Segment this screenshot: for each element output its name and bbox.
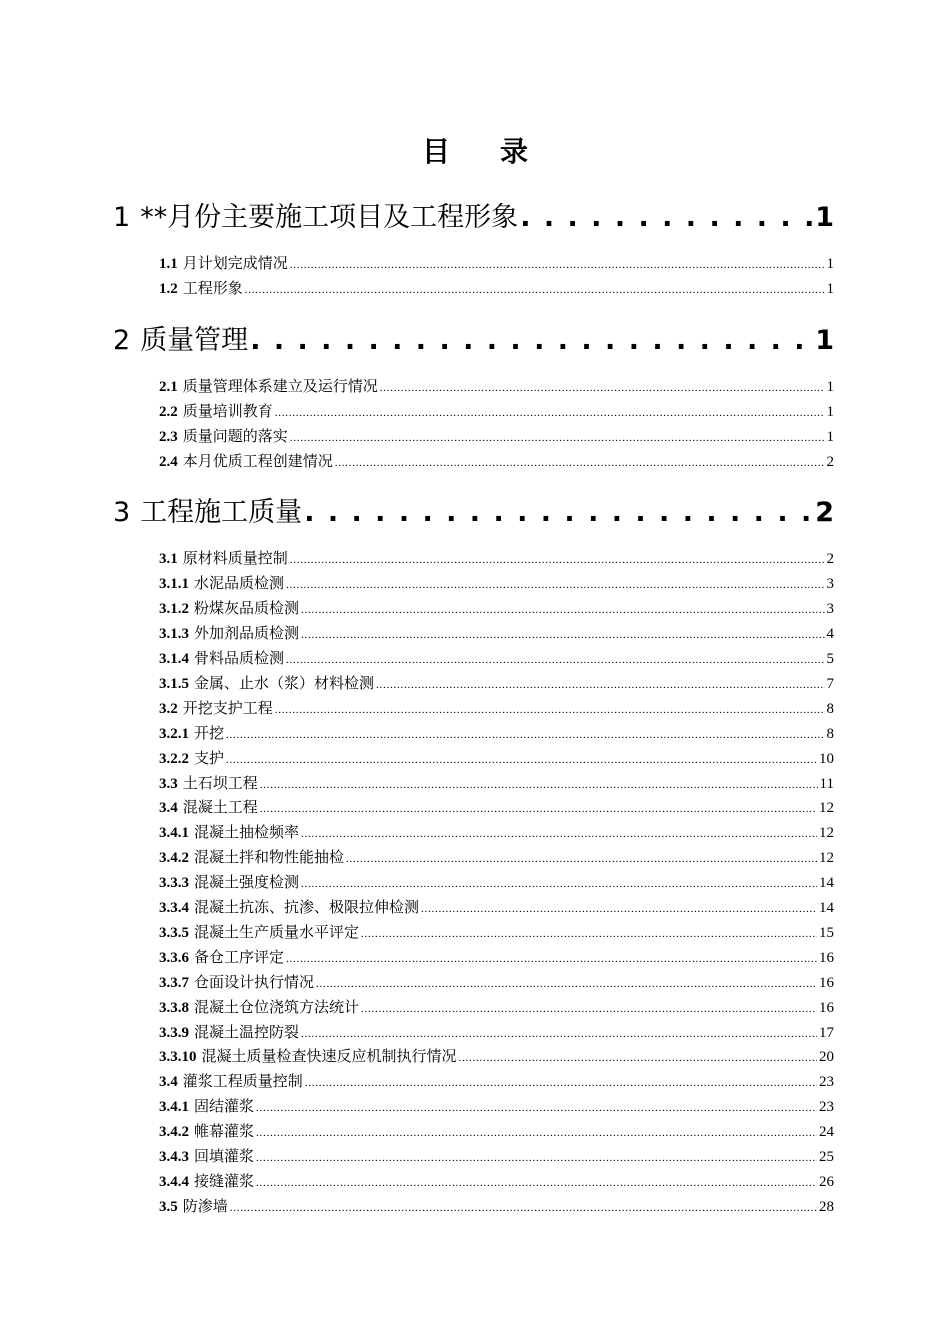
toc-subentry[interactable] (159, 673, 834, 695)
toc-entry-label: 质量培训教育 (182, 403, 273, 420)
toc-entry-label: 混凝土温控防裂 (194, 1024, 300, 1041)
toc-entry-page-number: 2 (826, 551, 834, 568)
toc-entry-page-number: 28 (819, 1198, 834, 1215)
toc-entry-page-number: 1 (826, 403, 834, 420)
toc-entry-number: 3 (113, 497, 131, 529)
toc-entry-page-number: 1 (826, 256, 834, 272)
dot-leader (230, 1197, 817, 1219)
toc-subentry[interactable] (159, 922, 834, 944)
dot-leader (290, 549, 825, 571)
dot-leader (304, 491, 813, 535)
toc-entry-label: 金属、止水（浆）材料检测 (194, 675, 375, 692)
toc-entry-page-number: 25 (819, 1149, 834, 1165)
toc-entry-page-number: 1 (826, 378, 834, 395)
toc-entry-number: 1.2 (159, 280, 178, 297)
toc-subentry[interactable] (159, 573, 834, 595)
toc-entry-number: 3.4.2 (159, 850, 189, 867)
toc-subentry[interactable] (159, 598, 834, 620)
toc-entry-page-number: 23 (819, 1099, 834, 1116)
dot-leader (290, 427, 825, 449)
toc-subentry[interactable] (159, 548, 834, 570)
dot-leader (226, 749, 817, 771)
dot-leader (459, 1047, 817, 1069)
toc-entry-number: 3.1.2 (159, 601, 189, 618)
toc-entry-number: 1 (113, 202, 131, 233)
toc-entry-number: 1.1 (159, 256, 178, 272)
toc-subentry[interactable] (159, 1071, 834, 1093)
toc-entry-number: 3.1 (159, 551, 178, 568)
toc-entry-page-number: 4 (826, 626, 834, 643)
toc-entry-page-number: 12 (819, 800, 834, 817)
dot-leader (361, 998, 817, 1020)
toc-entry-number: 3.1.1 (159, 576, 189, 593)
toc-heading-entry[interactable] (113, 491, 834, 535)
toc-entry-label: 混凝土工程 (182, 800, 258, 817)
dot-leader (301, 823, 817, 845)
toc-entry-number: 3.1.5 (159, 675, 189, 692)
toc-entry-number: 2 (113, 324, 131, 356)
toc-entry-page-number: 26 (819, 1173, 834, 1190)
toc-entry-number: 3.5 (159, 1198, 178, 1215)
toc-entry-number: 2.1 (159, 378, 178, 395)
toc-entry-page-number: 3 (826, 576, 834, 593)
toc-entry-page-number: 17 (819, 1024, 834, 1041)
toc-entry-label: 混凝土强度检测 (194, 875, 300, 892)
toc-subentry[interactable] (159, 1046, 834, 1068)
toc-entry-label: 混凝土质量检查快速反应机制执行情况 (201, 1049, 457, 1066)
toc-subentry[interactable] (159, 773, 834, 795)
toc-entry-page-number: 1 (815, 202, 834, 233)
toc-entry-page-number: 2 (826, 453, 834, 470)
toc-entry-label: 原材料质量控制 (182, 551, 288, 568)
toc-heading-entry[interactable] (113, 196, 834, 240)
toc-subentry[interactable] (159, 997, 834, 1019)
toc-entry-number: 3.4.2 (159, 1124, 189, 1141)
toc-entry-page-number: 23 (819, 1074, 834, 1091)
toc-subentry[interactable] (159, 623, 834, 645)
dot-leader (260, 774, 818, 796)
dot-leader (286, 649, 824, 671)
toc-subentry[interactable] (159, 822, 834, 844)
dot-leader (286, 948, 817, 970)
toc-entry-page-number: 24 (819, 1124, 834, 1141)
toc-entry-page-number: 16 (819, 974, 834, 991)
toc-entry-number: 3.2.1 (159, 725, 189, 742)
toc-entry-number: 3.4.1 (159, 1099, 189, 1116)
toc-subentry[interactable] (159, 872, 834, 894)
dot-leader (260, 798, 817, 820)
toc-entry-label: 粉煤灰品质检测 (194, 601, 300, 618)
toc-entry-page-number: 1 (826, 428, 834, 445)
toc-entry-page-number: 2 (815, 497, 834, 529)
toc-subentry[interactable] (159, 972, 834, 994)
dot-leader (290, 254, 825, 276)
toc-subentry[interactable] (159, 797, 834, 819)
toc-entry-label: 月计划完成情况 (182, 256, 288, 272)
toc-subentry[interactable] (159, 426, 834, 448)
toc-entry-number: 2.4 (159, 453, 178, 470)
toc-entry-page-number: 12 (819, 850, 834, 867)
toc-subentry[interactable] (159, 847, 834, 869)
toc-subentry[interactable] (159, 897, 834, 919)
toc-entry-label: 固结灌浆 (194, 1099, 255, 1116)
toc-entry-page-number: 3 (826, 601, 834, 618)
toc-entry-number: 3.4.4 (159, 1173, 189, 1190)
toc-entry-number: 2.3 (159, 428, 178, 445)
toc-entry-page-number: 1 (815, 324, 834, 356)
toc-heading-entry[interactable] (113, 319, 834, 363)
toc-entry-number: 3.3.6 (159, 949, 189, 966)
toc-subentry[interactable] (159, 278, 834, 300)
dot-leader (301, 873, 817, 895)
dot-leader (275, 402, 825, 424)
dot-leader (256, 1147, 817, 1169)
toc-entry-label: 备仓工序评定 (194, 949, 285, 966)
toc-entry-page-number: 1 (826, 280, 834, 297)
toc-subentry[interactable] (159, 1022, 834, 1044)
toc-subentry[interactable] (159, 1121, 834, 1143)
toc-entry-number: 3.3 (159, 775, 178, 792)
toc-entry-number: 3.3.9 (159, 1024, 189, 1041)
toc-entry-page-number: 16 (819, 999, 834, 1016)
toc-entry-number: 3.4 (159, 800, 178, 817)
toc-entry-label: 混凝土拌和物性能抽检 (194, 850, 345, 867)
toc-entry-label: 混凝土仓位浇筑方法统计 (194, 999, 360, 1016)
toc-subentry[interactable] (159, 253, 834, 275)
toc-entry-number: 3.2.2 (159, 750, 189, 767)
toc-entry-label: 骨料品质检测 (194, 651, 285, 667)
toc-entry-label: 仓面设计执行情况 (194, 974, 315, 991)
toc-entry-page-number: 10 (819, 750, 834, 767)
toc-entry-page-number: 11 (819, 775, 834, 792)
dot-leader (256, 1122, 817, 1144)
dot-leader (305, 1072, 817, 1094)
toc-entry-label: 工程形象 (182, 280, 243, 297)
dot-leader (421, 898, 817, 920)
dot-leader (256, 1097, 817, 1119)
dot-leader (286, 574, 824, 596)
toc-entry-label: 外加剂品质检测 (194, 626, 300, 643)
toc-entry-label: 水泥品质检测 (194, 576, 285, 593)
toc-subentry[interactable] (159, 698, 834, 720)
toc-entry-page-number: 8 (826, 725, 834, 742)
dot-leader (245, 279, 825, 301)
toc-entry-number: 3.3.8 (159, 999, 189, 1016)
toc-subentry[interactable] (159, 1096, 834, 1118)
toc-entry-number: 3.4 (159, 1074, 178, 1091)
toc-entry-label: 质量管理 (140, 324, 249, 356)
dot-leader (275, 699, 825, 721)
dot-leader (301, 599, 824, 621)
toc-entry-page-number: 20 (819, 1049, 834, 1066)
toc-entry-label: 质量问题的落实 (182, 428, 288, 445)
dot-leader (335, 452, 825, 474)
toc-entry-label: 防渗墙 (182, 1198, 228, 1215)
toc-entry-page-number: 14 (819, 900, 834, 916)
dot-leader (250, 319, 813, 363)
toc-subentry[interactable] (159, 748, 834, 770)
toc-entry-label: 混凝土生产质量水平评定 (194, 924, 360, 941)
toc-entry-label: 工程施工质量 (140, 497, 303, 529)
dot-leader (226, 724, 824, 746)
dot-leader (301, 1023, 817, 1045)
dot-leader (301, 624, 824, 646)
toc-entry-number: 3.3.10 (159, 1049, 197, 1066)
toc-subentry[interactable] (159, 401, 834, 423)
toc-entry-label: 土石坝工程 (182, 775, 258, 792)
toc-entry-page-number: 8 (826, 700, 834, 717)
toc-subentry[interactable] (159, 723, 834, 745)
toc-entry-label: 接缝灌浆 (194, 1173, 255, 1190)
toc-entry-page-number: 16 (819, 949, 834, 966)
toc-entry-label: 回填灌浆 (194, 1149, 255, 1165)
dot-leader (346, 848, 817, 870)
toc-subentry[interactable] (159, 1146, 834, 1168)
toc-entry-number: 3.3.5 (159, 924, 189, 941)
dot-leader (256, 1172, 817, 1194)
toc-entry-label: 质量管理体系建立及运行情况 (182, 378, 378, 395)
toc-entry-label: 支护 (194, 750, 225, 767)
toc-entry-label: 开挖支护工程 (182, 700, 273, 717)
toc-entry-page-number: 7 (826, 675, 834, 692)
toc-entry-label: 本月优质工程创建情况 (182, 453, 333, 470)
toc-entry-page-number: 15 (819, 924, 834, 941)
toc-entry-page-number: 12 (819, 825, 834, 842)
toc-subentry[interactable] (159, 451, 834, 473)
dot-leader (361, 923, 817, 945)
toc-entry-number: 3.1.3 (159, 626, 189, 643)
toc-entry-label: 灌浆工程质量控制 (182, 1074, 303, 1091)
toc-entry-number: 3.3.3 (159, 875, 189, 892)
toc-entry-label: 帷幕灌浆 (194, 1124, 255, 1141)
toc-entry-label: 混凝土抗冻、抗渗、极限拉伸检测 (194, 900, 420, 916)
dot-leader (376, 674, 824, 696)
dot-leader (316, 973, 817, 995)
toc-title: 目录 (421, 135, 578, 168)
toc-subentry[interactable] (159, 648, 834, 670)
toc-entry-number: 3.3.4 (159, 900, 189, 916)
toc-entry-number: 3.4.3 (159, 1149, 189, 1165)
toc-entry-label: 开挖 (194, 725, 225, 742)
toc-entry-number: 3.3.7 (159, 974, 189, 991)
toc-entry-page-number: 5 (826, 651, 834, 667)
toc-entry-number: 2.2 (159, 403, 178, 420)
toc-entry-page-number: 14 (819, 875, 834, 892)
toc-subentry[interactable] (159, 1196, 834, 1218)
toc-entry-label: 混凝土抽检频率 (194, 825, 300, 842)
toc-subentry[interactable] (159, 947, 834, 969)
dot-leader (520, 196, 813, 240)
toc-subentry[interactable] (159, 1171, 834, 1193)
dot-leader (380, 377, 825, 399)
toc-entry-number: 3.1.4 (159, 651, 189, 667)
toc-entry-number: 3.2 (159, 700, 178, 717)
toc-entry-label: **月份主要施工项目及工程形象 (140, 202, 519, 233)
toc-subentry[interactable] (159, 376, 834, 398)
toc-entry-number: 3.4.1 (159, 825, 189, 842)
